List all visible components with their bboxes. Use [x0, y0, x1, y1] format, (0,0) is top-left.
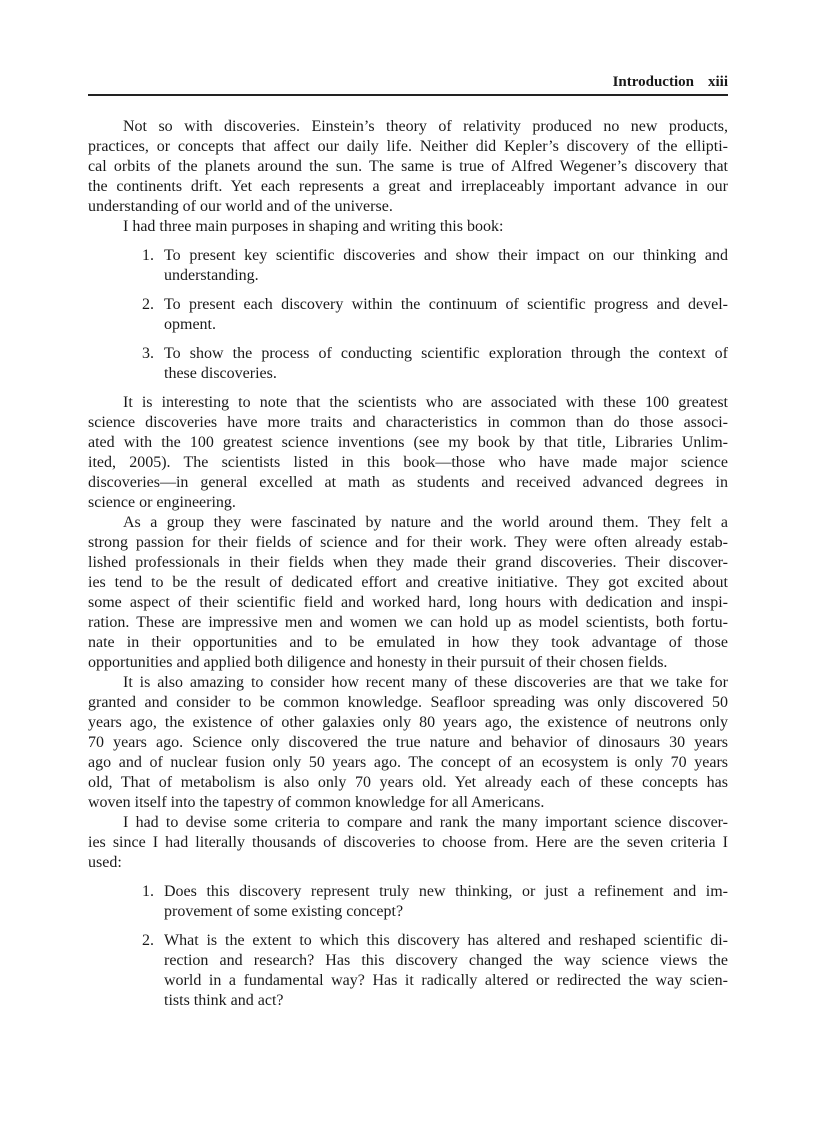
text-line: practices, or concepts that affect our daily life. Neither did Kepler’s discovery of the ellipti- [88, 138, 728, 155]
text-line: opment. [164, 316, 216, 333]
text-line: provement of some existing concept? [164, 903, 404, 920]
text-line: years ago, the existence of other galaxies only 80 years ago, the existence of neutrons only [88, 714, 728, 731]
text-line: It is also amazing to consider how recent many of these discoveries are that we take for [123, 674, 728, 691]
page-number: xiii [707, 74, 728, 90]
text-line: I had to devise some criteria to compare and rank the many important science discover- [123, 814, 728, 831]
text-line: I had three main purposes in shaping and writing this book: [123, 218, 504, 235]
text-line: old, That of metabolism is also only 70 years old. Yet already each of these concepts has [88, 774, 728, 791]
text-line: rection and research? Has this discovery changed the way science views the [164, 952, 728, 969]
text-line: the continents drift. Yet each represents a great and irreplaceably important advance in our [88, 178, 728, 195]
text-line: some aspect of their scientific field and worked hard, long hours with dedication and inspi- [88, 594, 728, 611]
text-line: woven itself into the tapestry of common knowledge for all Americans. [88, 794, 545, 811]
paragraph [88, 217, 728, 237]
list-item [88, 344, 728, 384]
text-line: cal orbits of the planets around the sun. The same is true of Alfred Wegener’s discovery that [88, 158, 728, 175]
text-line: these discoveries. [164, 365, 277, 382]
text-line: understanding. [164, 267, 259, 284]
list-number: 1. [142, 247, 154, 264]
text-line: science or engineering. [88, 494, 236, 511]
text-line: ited, 2005). The scientists listed in this book—those who have made major science [88, 454, 728, 471]
list-item [88, 295, 728, 335]
text-line: used: [88, 854, 122, 871]
text-line: discoveries—in general excelled at math as students and received advanced degrees in [88, 474, 728, 491]
text-line: granted and consider to be common knowledge. Seafloor spreading was only discovered 50 [88, 694, 728, 711]
list-number: 2. [142, 932, 154, 949]
list-number: 2. [142, 296, 154, 313]
text-line: As a group they were fascinated by nature and the world around them. They felt a [123, 514, 728, 531]
text-line: To present each discovery within the continuum of scientific progress and devel- [164, 296, 728, 313]
header-rule [88, 94, 728, 96]
text-line: lished professionals in their fields when they made their grand discoveries. Their discover- [88, 554, 728, 571]
text-line: ration. These are impressive men and women we can hold up as model scientists, both fortu- [88, 614, 728, 631]
text-line: To show the process of conducting scientific exploration through the context of [164, 345, 728, 362]
paragraph [88, 393, 728, 513]
text-line: tists think and act? [164, 992, 284, 1009]
list-item [88, 882, 728, 922]
list-item [88, 246, 728, 286]
page-body [88, 117, 728, 1020]
text-line: nate in their opportunities and to be emulated in how they took advantage of those [88, 634, 728, 651]
text-line: ago and of nuclear fusion only 50 years ago. The concept of an ecosystem is only 70 years [88, 754, 728, 771]
text-line: 70 years ago. Science only discovered the true nature and behavior of dinosaurs 30 years [88, 734, 728, 751]
text-line: world in a fundamental way? Has it radically altered or redirected the way scien- [164, 972, 728, 989]
paragraph [88, 813, 728, 873]
list-number: 1. [142, 883, 154, 900]
text-line: ies since I had literally thousands of discoveries to choose from. Here are the seven criteria I [88, 834, 728, 851]
list-number: 3. [142, 345, 154, 362]
text-line: What is the extent to which this discovery has altered and reshaped scientific di- [164, 932, 728, 949]
text-line: opportunities and applied both diligence and honesty in their pursuit of their chosen fields. [88, 654, 668, 671]
list-item [88, 931, 728, 1011]
paragraph [88, 513, 728, 673]
text-line: ated with the 100 greatest science inventions (see my book by that title, Libraries Unlim- [88, 434, 728, 451]
text-line: Does this discovery represent truly new thinking, or just a refinement and im- [164, 883, 728, 900]
text-line: understanding of our world and of the universe. [88, 198, 393, 215]
text-line: It is interesting to note that the scientists who are associated with these 100 greatest [123, 394, 728, 411]
paragraph [88, 673, 728, 813]
text-line: To present key scientific discoveries and show their impact on our thinking and [164, 247, 728, 264]
text-line: Not so with discoveries. Einstein’s theory of relativity produced no new products, [123, 118, 728, 135]
text-line: strong passion for their fields of science and for their work. They were often already estab- [88, 534, 728, 551]
text-line: ies tend to be the result of dedicated effort and creative initiative. They got excited about [88, 574, 728, 591]
text-line: science discoveries have more traits and characteristics in common than do those associ- [88, 414, 728, 431]
running-header [88, 72, 728, 92]
section-title: Introduction [612, 74, 694, 90]
paragraph [88, 117, 728, 217]
